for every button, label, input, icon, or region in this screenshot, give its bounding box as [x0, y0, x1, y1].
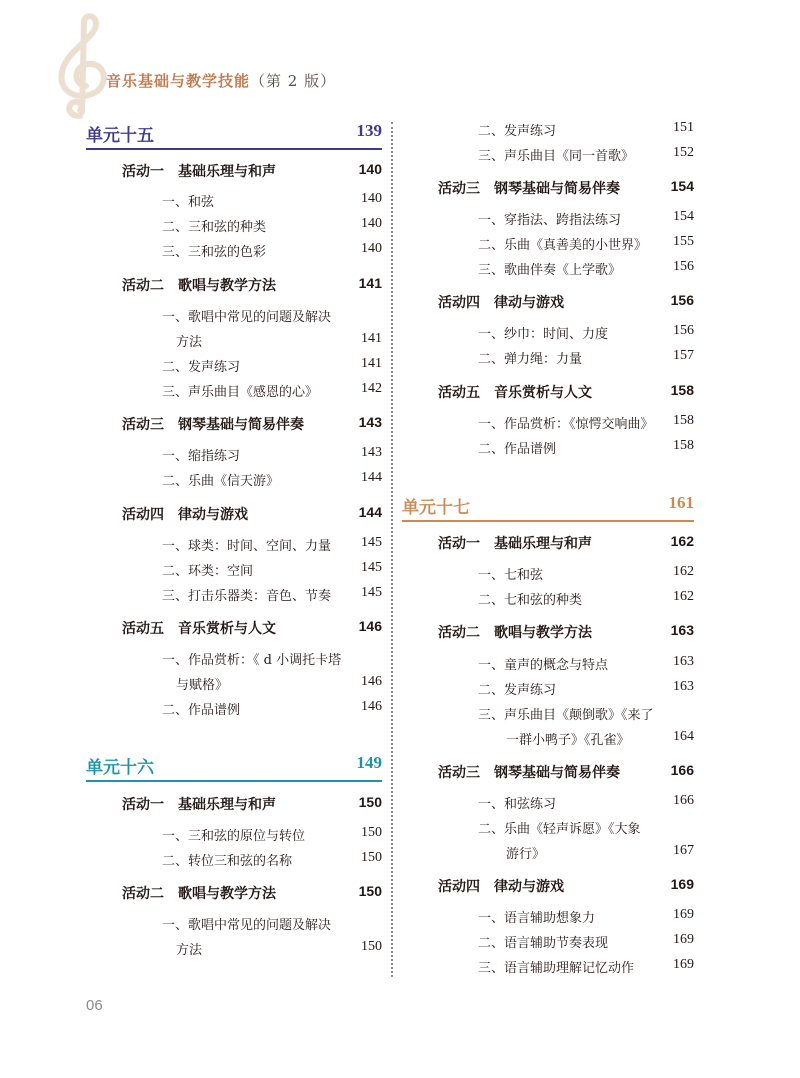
item-entry[interactable] [478, 145, 694, 164]
activity-entry[interactable] [122, 161, 382, 181]
item-entry[interactable] [162, 585, 382, 604]
item-page: 146 [361, 699, 382, 714]
activity-title: 活动二 歌唱与教学方法 [122, 277, 276, 293]
activity-title: 活动四 律动与游戏 [438, 878, 564, 894]
item-entry[interactable] [478, 348, 694, 367]
activity-page: 150 [358, 883, 382, 899]
book-edition: （第 2 版） [250, 72, 337, 90]
item-title: 三、声乐曲目《感恩的心》 [162, 385, 319, 400]
item-title: 二、弹力绳：力量 [478, 352, 583, 367]
activity-page: 140 [358, 161, 382, 177]
unit-15-entry[interactable] [86, 121, 382, 146]
activity-title: 活动三 钢琴基础与简易伴奏 [438, 180, 620, 196]
item-page: 162 [673, 564, 694, 579]
item-entry[interactable] [478, 589, 694, 608]
item-page: 150 [361, 850, 382, 865]
item-page: 145 [361, 535, 382, 550]
activity-title: 活动一 基础乐理与和声 [122, 163, 276, 179]
item-page: 162 [673, 589, 694, 604]
item-page: 167 [673, 843, 694, 858]
item-page: 140 [361, 216, 382, 231]
item-title: 一、三和弦的原位与转位 [162, 829, 306, 844]
item-title: 一、作品赏析：《惊愕交响曲》 [478, 417, 654, 432]
item-title: 一、纱巾：时间、力度 [478, 327, 609, 342]
activity-entry[interactable] [438, 533, 694, 553]
item-title: 三、声乐曲目《同一首歌》 [478, 149, 635, 164]
item-entry[interactable] [162, 914, 382, 933]
unit-15-rule [86, 148, 382, 150]
activity-page: 141 [358, 275, 382, 291]
item-title: 一、缩指练习 [162, 449, 241, 464]
item-title: 二、七和弦的种类 [478, 593, 583, 608]
item-entry[interactable] [162, 649, 382, 668]
item-entry[interactable] [162, 445, 382, 464]
activity-title: 活动二 歌唱与教学方法 [438, 624, 592, 640]
item-page: 142 [361, 381, 382, 396]
item-entry[interactable] [162, 306, 382, 325]
item-title: 一、歌唱中常见的问题及解决 [162, 310, 332, 325]
activity-entry[interactable] [122, 504, 382, 524]
activity-title: 活动三 钢琴基础与简易伴奏 [438, 764, 620, 780]
item-page: 156 [673, 259, 694, 274]
item-title: 二、乐曲《真善美的小世界》 [478, 238, 648, 253]
item-title: 二、发声练习 [162, 360, 241, 375]
activity-page: 166 [670, 762, 694, 778]
activity-entry[interactable] [438, 178, 694, 198]
item-entry[interactable] [478, 793, 694, 812]
item-entry[interactable] [478, 704, 694, 723]
item-title: 一、穿指法、跨指法练习 [478, 213, 622, 228]
item-title-continued: 一群小鸭子》《孔雀》 [506, 733, 630, 748]
item-page: 158 [673, 413, 694, 428]
activity-title: 活动五 音乐赏析与人文 [438, 384, 592, 400]
activity-entry[interactable] [122, 794, 382, 814]
item-title-continued: 方法 [176, 335, 203, 350]
activity-title: 活动四 律动与游戏 [438, 294, 564, 310]
activity-page: 146 [358, 618, 382, 634]
unit-16-entry[interactable] [86, 753, 382, 778]
item-title: 三、打击乐器类：音色、节奏 [162, 589, 332, 604]
item-title: 二、乐曲《轻声诉愿》《大象 [478, 822, 641, 837]
item-entry-continued[interactable] [506, 843, 694, 862]
item-title: 二、作品谱例 [478, 442, 557, 457]
item-title: 三、声乐曲目《颠倒歌》《来了 [478, 708, 654, 723]
item-title: 一、和弦练习 [478, 797, 557, 812]
item-title: 二、三和弦的种类 [162, 220, 267, 235]
item-title: 一、童声的概念与特点 [478, 658, 609, 673]
item-entry[interactable] [162, 535, 382, 554]
activity-entry[interactable] [438, 876, 694, 896]
item-title: 一、球类：时间、空间、力量 [162, 539, 332, 554]
activity-title: 活动一 基础乐理与和声 [122, 796, 276, 812]
item-entry[interactable] [478, 438, 694, 457]
item-page: 144 [361, 470, 382, 485]
item-entry-continued[interactable] [176, 939, 382, 958]
item-page: 140 [361, 191, 382, 206]
item-page: 141 [361, 356, 382, 371]
item-page: 158 [673, 438, 694, 453]
item-title: 一、和弦 [162, 195, 215, 210]
book-title-text: 音乐基础与教学技能 [106, 72, 251, 90]
item-entry[interactable] [478, 679, 694, 698]
activity-title: 活动三 钢琴基础与简易伴奏 [122, 416, 304, 432]
activity-page: 144 [358, 504, 382, 520]
unit-title: 单元十六 [86, 758, 154, 778]
item-page: 151 [673, 120, 694, 135]
item-page: 145 [361, 560, 382, 575]
unit-title: 单元十七 [402, 498, 470, 518]
item-page: 166 [673, 793, 694, 808]
activity-entry[interactable] [438, 762, 694, 782]
item-title: 二、发声练习 [478, 683, 557, 698]
item-page: 145 [361, 585, 382, 600]
item-page: 150 [361, 825, 382, 840]
activity-entry[interactable] [122, 618, 382, 638]
unit-title: 单元十五 [86, 126, 154, 146]
item-entry-continued[interactable] [176, 674, 382, 693]
item-page: 155 [673, 234, 694, 249]
item-title: 一、歌唱中常见的问题及解决 [162, 918, 332, 933]
item-entry[interactable] [478, 323, 694, 342]
item-title: 二、作品谱例 [162, 703, 241, 718]
item-page: 150 [361, 939, 382, 954]
item-page: 152 [673, 145, 694, 160]
item-entry[interactable] [478, 957, 694, 976]
item-entry[interactable] [162, 191, 382, 210]
activity-page: 150 [358, 794, 382, 810]
item-title-continued: 方法 [176, 943, 203, 958]
item-entry[interactable] [478, 932, 694, 951]
item-entry[interactable] [162, 699, 382, 718]
item-page: 169 [673, 932, 694, 947]
unit-page: 149 [356, 753, 382, 772]
item-title-continued: 游行》 [506, 847, 546, 862]
item-title: 一、七和弦 [478, 568, 544, 583]
activity-page: 156 [670, 292, 694, 308]
activity-page: 143 [358, 414, 382, 430]
item-entry[interactable] [162, 356, 382, 375]
item-entry[interactable] [478, 413, 694, 432]
item-entry[interactable] [162, 560, 382, 579]
item-entry[interactable] [162, 381, 382, 400]
activity-page: 154 [670, 178, 694, 194]
activity-entry[interactable] [438, 382, 694, 402]
item-page: 169 [673, 907, 694, 922]
unit-page: 161 [668, 493, 694, 512]
item-title: 二、发声练习 [478, 124, 557, 139]
item-page: 140 [361, 241, 382, 256]
item-entry[interactable] [478, 564, 694, 583]
item-title: 二、转位三和弦的名称 [162, 854, 293, 869]
item-page: 163 [673, 654, 694, 669]
item-entry[interactable] [478, 120, 694, 139]
item-title: 二、乐曲《信天游》 [162, 474, 280, 489]
item-page: 141 [361, 331, 382, 346]
activity-page: 162 [670, 533, 694, 549]
item-title-continued: 与赋格》 [176, 678, 229, 693]
item-page: 143 [361, 445, 382, 460]
column-divider [391, 122, 393, 977]
item-entry[interactable] [478, 818, 694, 837]
item-entry[interactable] [478, 209, 694, 228]
item-entry[interactable] [162, 825, 382, 844]
activity-title: 活动二 歌唱与教学方法 [122, 885, 276, 901]
item-entry[interactable] [478, 259, 694, 278]
activity-entry[interactable] [122, 414, 382, 434]
activity-title: 活动五 音乐赏析与人文 [122, 620, 276, 636]
item-page: 169 [673, 957, 694, 972]
item-entry-continued[interactable] [506, 729, 694, 748]
activity-title: 活动四 律动与游戏 [122, 506, 248, 522]
item-title: 二、环类：空间 [162, 564, 254, 579]
unit-17-entry[interactable] [402, 493, 694, 518]
item-title: 三、三和弦的色彩 [162, 245, 267, 260]
activity-page: 158 [670, 382, 694, 398]
item-title: 一、作品赏析：《 d 小调托卡塔 [162, 653, 342, 668]
item-page: 157 [673, 348, 694, 363]
item-page: 154 [673, 209, 694, 224]
unit-page: 139 [356, 121, 382, 140]
item-entry[interactable] [478, 907, 694, 926]
item-title: 三、语言辅助理解记忆动作 [478, 961, 635, 976]
page-number: 06 [86, 997, 103, 1014]
activity-entry[interactable] [122, 883, 382, 903]
item-page: 163 [673, 679, 694, 694]
unit-17-rule [402, 520, 694, 522]
item-entry[interactable] [162, 241, 382, 260]
item-entry[interactable] [478, 234, 694, 253]
activity-page: 163 [670, 622, 694, 638]
item-page: 146 [361, 674, 382, 689]
activity-entry[interactable] [438, 622, 694, 642]
activity-page: 169 [670, 876, 694, 892]
item-entry[interactable] [478, 654, 694, 673]
activity-title: 活动一 基础乐理与和声 [438, 535, 592, 551]
activity-entry[interactable] [122, 275, 382, 295]
item-title: 三、歌曲伴奏《上学歌》 [478, 263, 622, 278]
item-page: 156 [673, 323, 694, 338]
book-title [106, 70, 336, 91]
treble-clef-icon [40, 12, 120, 122]
unit-16-rule [86, 780, 382, 782]
item-title: 一、语言辅助想象力 [478, 911, 596, 926]
item-page: 164 [673, 729, 694, 744]
item-entry[interactable] [162, 850, 382, 869]
item-entry-continued[interactable] [176, 331, 382, 350]
activity-entry[interactable] [438, 292, 694, 312]
item-entry[interactable] [162, 470, 382, 489]
item-title: 二、语言辅助节奏表现 [478, 936, 609, 951]
item-entry[interactable] [162, 216, 382, 235]
